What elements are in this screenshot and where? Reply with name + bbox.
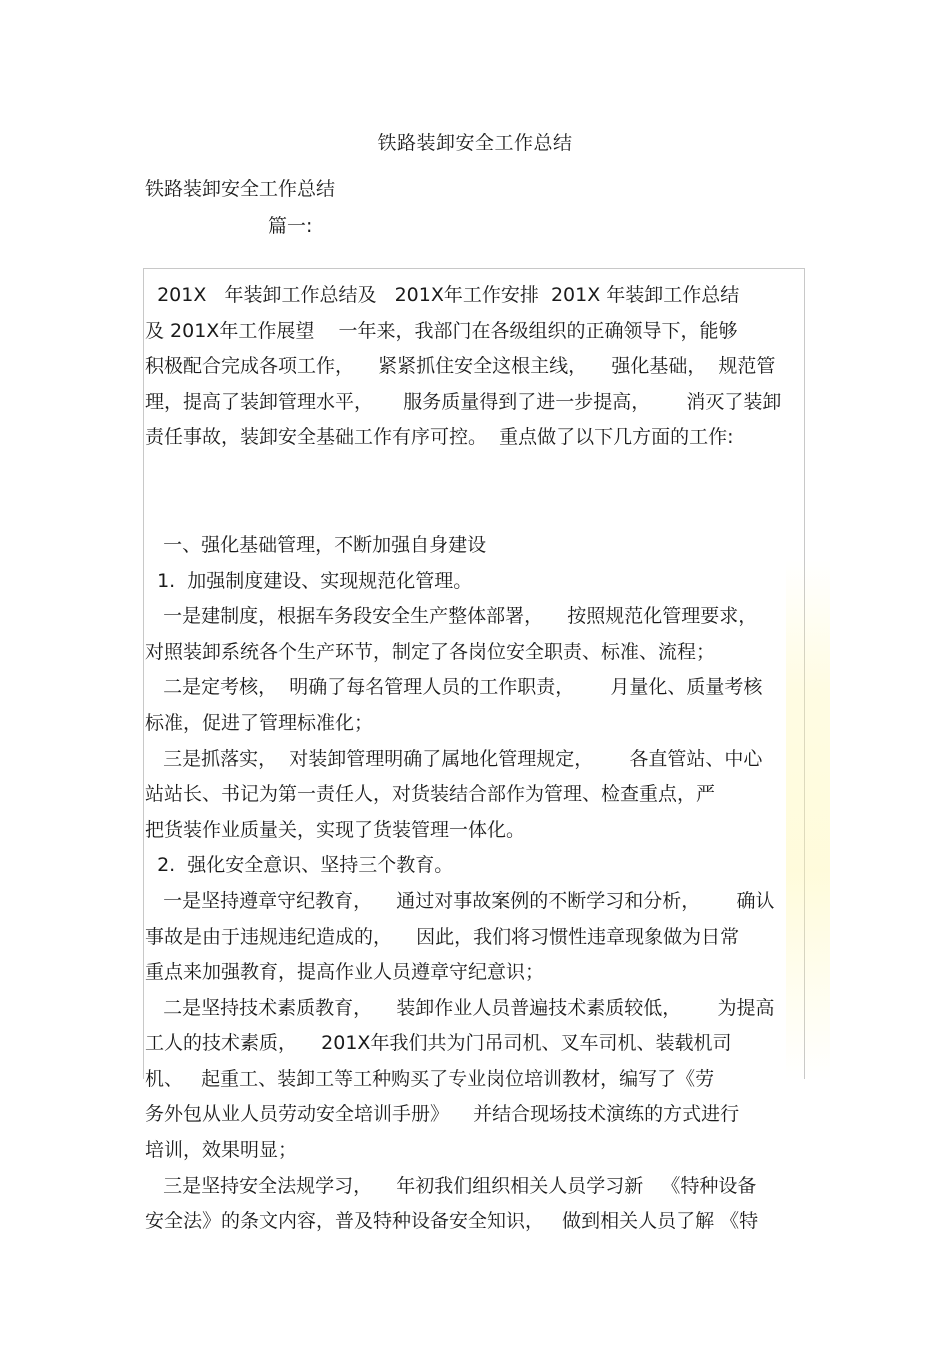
body-line: 培训，效果明显； <box>145 1139 298 1162</box>
body-line: 三是抓落实， 对装卸管理明确了属地化管理规定， 各直管站、中心 <box>145 747 763 770</box>
body-line: 把货装作业质量关，实现了货装管理一体化。 <box>145 818 526 841</box>
section-label: 篇一: <box>268 215 313 237</box>
document-subtitle: 铁路装卸安全工作总结 <box>145 178 336 200</box>
body-line: 务外包从业人员劳动安全培训手册》 并结合现场技术演练的方式进行 <box>145 1103 740 1126</box>
body-line: 一、强化基础管理，不断加强自身建设 <box>145 533 487 556</box>
body-line: 一是坚持遵章守纪教育， 通过对事故案例的不断学习和分析， 确认 <box>145 889 775 912</box>
body-line: 标准，促进了管理标准化； <box>145 711 374 734</box>
body-line: 对照装卸系统各个生产环节，制定了各岗位安全职责、标准、流程； <box>145 640 716 663</box>
intro-line: 及 201X年工作展望 一年来，我部门在各级组织的正确领导下，能够 <box>145 319 738 342</box>
body-text <box>145 278 810 1240</box>
body-line: 一是建制度，根据车务段安全生产整体部署， 按照规范化管理要求， <box>145 605 758 628</box>
intro-line: 积极配合完成各项工作， 紧紧抓住安全这根主线， 强化基础， 规范管 <box>145 355 776 378</box>
body-line: 重点来加强教育，提高作业人员遵章守纪意识； <box>145 961 545 984</box>
intro-line: 理，提高了装卸管理水平， 服务质量得到了进一步提高， 消灭了装卸 <box>145 390 782 413</box>
body-line: 三是坚持安全法规学习， 年初我们组织相关人员学习新 《特种设备 <box>145 1174 757 1197</box>
intro-line: 责任事故，装卸安全基础工作有序可控。 重点做了以下几方面的工作: <box>145 426 734 449</box>
document-title: 铁路装卸安全工作总结 <box>377 132 573 154</box>
body-line: 二是定考核， 明确了每名管理人员的工作职责， 月量化、质量考核 <box>145 676 763 699</box>
body-line: 工人的技术素质， 201X年我们共为门吊司机、叉车司机、装载机司 <box>145 1032 732 1055</box>
body-line: 二是坚持技术素质教育， 装卸作业人员普遍技术素质较低， 为提高 <box>145 996 775 1019</box>
body-line: 站站长、书记为第一责任人，对货装结合部作为管理、检查重点，严 <box>145 783 716 806</box>
body-line: 2. 强化安全意识、坚持三个教育。 <box>145 854 454 877</box>
paragraph-gap <box>145 456 810 528</box>
body-line: 安全法》的条文内容，普及特种设备安全知识， 做到相关人员了解 《特 <box>145 1210 759 1233</box>
body-line: 事故是由于违规违纪造成的， 因此，我们将习惯性违章现象做为日常 <box>145 925 740 948</box>
intro-line: 201X 年装卸工作总结及 201X年工作安排 201X 年装卸工作总结 <box>145 284 740 306</box>
body-line: 机、 起重工、装卸工等工种购买了专业岗位培训教材，编写了《劳 <box>145 1067 715 1090</box>
body-line: 1. 加强制度建设、实现规范化管理。 <box>145 569 473 592</box>
